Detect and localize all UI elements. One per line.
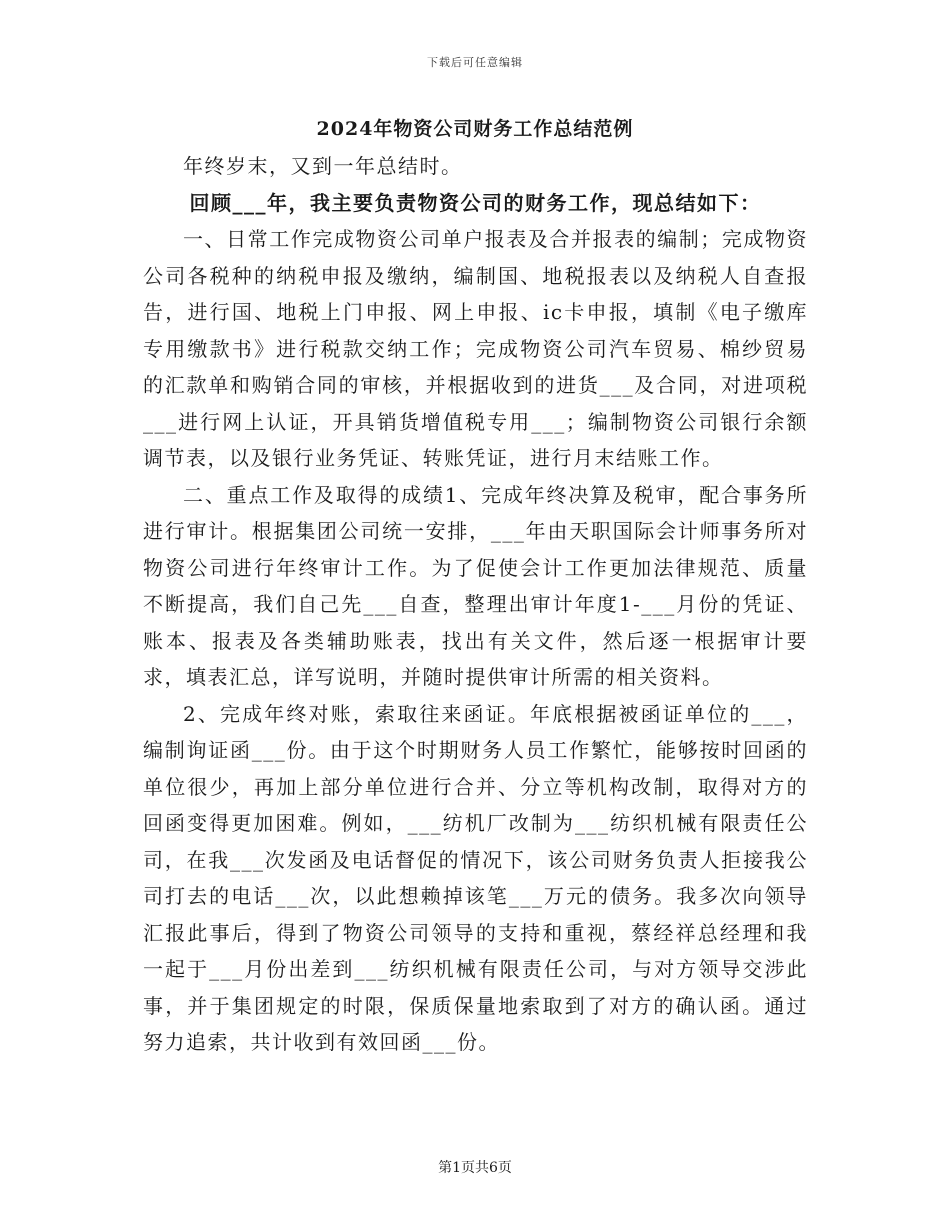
document-body	[143, 148, 808, 1061]
review-heading: 回顾___年，我主要负责物资公司的财务工作，现总结如下：	[189, 190, 762, 215]
page-number: 第1页共6页	[438, 1160, 512, 1176]
reconciliation-paragraph: 2、完成年终对账，索取往来函证。年底根据被函证单位的___，编制询证函___份。由于这个时期财务人员工作繁忙，能够按时回函的单位很少，再加上部分单位进行合并、分立等机构改制，取得对方的回函变得更加困难。例如，___纺机厂改制为___纺织机械有限责任公司，在我___次发函及电话督促的情况下，该公司财务负责人拒接我公司打去的电话___次，以此想赖掉该笔___万元的债务。我多次向领导汇报此事后，得到了物资公司领导的支持和重视，蔡经祥总经理和我一起于___月份出差到___纺织机械有限责任公司，与对方领导交涉此事，并于集团规定的时限，保质保量地索取到了对方的确认函。通过努力追索，共计收到有效回函___份。	[143, 701, 808, 1054]
opening-line: 年终岁末，又到一年总结时。	[183, 154, 463, 178]
key-work-paragraph: 二、重点工作及取得的成绩1、完成年终决算及税审，配合事务所进行审计。根据集团公司统一安排，___年由天职国际会计师事务所对物资公司进行年终审计工作。为了促使会计工作更加法律规范、质量不断提高，我们自己先___自查，整理出审计年度1-___月份的凭证、账本、报表及各类辅助账表，找出有关文件，然后逐一根据审计要求，填表汇总，详写说明，并随时提供审计所需的相关资料。	[143, 482, 808, 689]
download-edit-note: 下载后可任意编辑	[427, 56, 523, 69]
document-title: 2024年物资公司财务工作总结范例	[316, 118, 634, 140]
daily-work-paragraph: 一、日常工作完成物资公司单户报表及合并报表的编制；完成物资公司各税种的纳税申报及缴纳，编制国、地税报表以及纳税人自查报告，进行国、地税上门申报、网上申报、ic卡申报，填制《电子缴库专用缴款书》进行税款交纳工作；完成物资公司汽车贸易、棉纱贸易的汇款单和购销合同的审核，并根据收到的进货___及合同，对进项税___进行网上认证，开具销货增值税专用___；编制物资公司银行余额调节表，以及银行业务凭证、转账凭证，进行月末结账工作。	[143, 227, 808, 470]
